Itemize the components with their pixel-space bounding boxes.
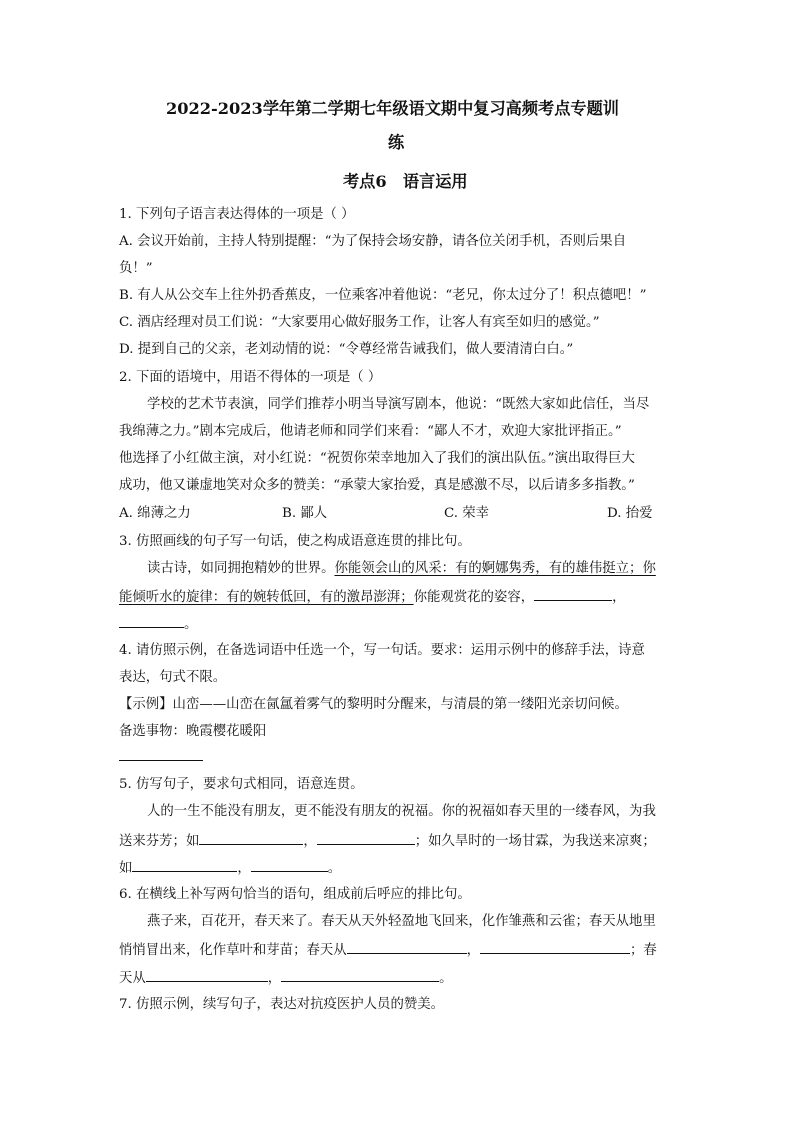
punct: 。: [439, 971, 453, 986]
answer-blank[interactable]: [119, 613, 184, 628]
question-2-passage-line: 成功，他又谦虚地笑对众多的赞美：“承蒙大家抬爱，真是感激不尽，以后请多多指教。”: [119, 478, 635, 493]
question-6-text: 天从: [119, 971, 146, 986]
question-1-option-d: D. 提到自己的父亲，老刘动情的说：“令尊经常告诫我们，做人要清清白白。”: [119, 342, 574, 357]
answer-blank[interactable]: [534, 586, 612, 601]
punct: ，: [466, 943, 481, 958]
question-6-text: ；春: [630, 943, 657, 958]
question-6-passage-line: [119, 939, 657, 961]
question-3-underlined-sentence: 你能领会山的风采：有的婀娜隽秀，有的雄伟挺立；你: [334, 561, 656, 576]
question-6-passage-line: [119, 967, 453, 989]
question-4-answer-line: [119, 746, 203, 768]
question-2-passage-line: 他选择了小红做主演，对小红说：“祝贺你荣幸地加入了我们的演出队伍。”演出取得巨大: [119, 451, 635, 466]
question-4-stem: 4. 请仿照示例，在备选词语中任选一个，写一句话。要求：运用示例中的修辞手法，诗意: [119, 643, 645, 658]
question-3-underlined-sentence: 能倾听水的旋律：有的婉转低回，有的激昂澎湃；: [119, 590, 414, 605]
answer-blank[interactable]: [199, 830, 303, 845]
answer-blank[interactable]: [480, 939, 630, 954]
answer-blank[interactable]: [281, 967, 439, 982]
question-3-text: 读古诗，如同拥抱精妙的世界。: [147, 561, 335, 576]
question-2-option-b: B. 鄙人: [282, 506, 328, 521]
punct: ，: [267, 971, 282, 986]
question-6-passage-line: 燕子来，百花开，春天来了。春天从天外轻盈地飞回来，化作雏燕和云雀；春天从地里: [147, 914, 656, 929]
punct: ，: [303, 834, 317, 849]
punct: 。: [184, 617, 198, 632]
question-5-stem: 5. 仿写句子，要求句式相同，语意连贯。: [119, 777, 364, 792]
punct: 。: [327, 861, 342, 876]
question-3-text: 你能观赏花的姿容，: [413, 590, 535, 605]
question-5-passage-line: 人的一生不能没有朋友，更不能没有朋友的祝福。你的祝福如春天里的一缕春风，为我: [147, 804, 656, 819]
question-2-option-a: A. 绵薄之力: [119, 506, 191, 521]
question-6-stem: 6. 在横线上补写两句恰当的语句，组成前后呼应的排比句。: [119, 887, 471, 902]
question-2-stem: 2. 下面的语境中，用语不得体的一项是（ ）: [119, 370, 382, 385]
question-7-stem: 7. 仿照示例，续写句子，表达对抗疫医护人员的赞美。: [119, 997, 445, 1012]
page-title-line1: 2022-2023学年第二学期七年级语文期中复习高频考点专题训: [166, 99, 619, 118]
section-subtitle: 考点6 语言运用: [343, 172, 468, 191]
question-1-option-a: A. 会议开始前，主持人特别提醒：“为了保持会场安静，请各位关闭手机，否则后果自: [119, 234, 627, 249]
answer-blank[interactable]: [317, 830, 415, 845]
question-1-option-c: C. 酒店经理对员工们说：“大家要用心做好服务工作，让客人有宾至如归的感觉。”: [119, 315, 600, 330]
punct: ，: [612, 590, 626, 605]
question-3-stem: 3. 仿照画线的句子写一句话，使之构成语意连贯的排比句。: [119, 534, 471, 549]
question-3-passage-line1: [147, 559, 656, 579]
answer-blank[interactable]: [347, 939, 467, 954]
question-4-example: 【示例】山峦——山峦在氤氲着雾气的黎明时分醒来，与清晨的第一缕阳光亲切问候。: [119, 697, 628, 712]
question-1-option-b: B. 有人从公交车上往外扔香蕉皮，一位乘客冲着他说：“老兄，你太过分了！积点德吧！”: [119, 288, 647, 303]
question-3-passage-line2: [119, 586, 626, 608]
question-5-passage-line: [119, 857, 341, 879]
question-5-text: 如: [119, 861, 133, 876]
page-title-line2: 练: [388, 133, 405, 152]
question-2-passage-line: 学校的艺术节表演，同学们推荐小明当导演写剧本，他说：“既然大家如此信任，当尽: [147, 397, 650, 412]
question-5-text: 送来芬芳；如: [119, 834, 200, 849]
answer-blank[interactable]: [251, 857, 328, 872]
question-5-text: ；如久旱时的一场甘霖，为我送来凉爽；: [414, 834, 656, 849]
question-4-options: 备选事物：晚霞樱花暖阳: [119, 724, 267, 739]
question-3-passage-line3: [119, 613, 197, 635]
answer-blank[interactable]: [146, 967, 268, 982]
question-5-passage-line: [119, 830, 656, 852]
question-1-stem: 1. 下列句子语言表达得体的一项是（ ）: [119, 207, 355, 222]
question-6-text: 悄悄冒出来，化作草叶和芽苗；春天从: [119, 943, 347, 958]
question-2-passage-line: 我绵薄之力。”剧本完成后，他请老师和同学们来看：“鄙人不才，欢迎大家批评指正。”: [119, 424, 622, 439]
question-4-stem-cont: 表达，句式不限。: [119, 670, 227, 685]
punct: ，: [237, 861, 251, 876]
answer-blank[interactable]: [132, 857, 237, 872]
question-1-option-a-cont: 负！”: [119, 261, 153, 276]
question-2-option-c: C. 荣幸: [444, 506, 490, 521]
question-2-option-d: D. 抬爱: [607, 506, 653, 521]
answer-blank[interactable]: [119, 746, 203, 761]
